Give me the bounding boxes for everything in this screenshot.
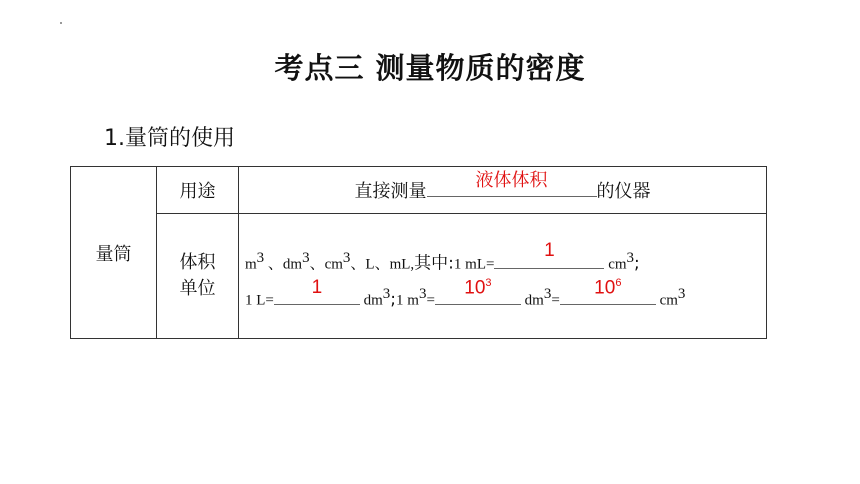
unit-sup: 3 (418, 286, 427, 302)
unit-sup: 3 (302, 250, 310, 267)
unit-text: m (245, 257, 257, 273)
usage-answer: 液体体积 (475, 170, 548, 191)
units-line-2 (245, 276, 766, 316)
answer-blank-4 (560, 277, 656, 305)
answer-blank-1 (494, 240, 604, 269)
units-cell (239, 214, 767, 339)
unit-sup: 3 (342, 250, 351, 267)
usage-prefix: 直接测量 (354, 181, 427, 202)
unit-sup: 3 (382, 286, 391, 302)
row-header-cell (71, 167, 157, 339)
answer-4-exp: 6 (615, 277, 622, 290)
unit-sup: 3 (256, 250, 265, 267)
unit-text: 、cm (309, 257, 343, 273)
usage-label: 用途 (179, 181, 216, 202)
answer-blank-2 (274, 276, 360, 305)
unit-text: 、dm (264, 257, 303, 273)
section-subtitle: 1.量筒的使用 (104, 126, 235, 151)
answer-1: 1 (544, 240, 555, 261)
unit-text: = (551, 292, 560, 309)
answer-4 (560, 278, 656, 297)
units-line-1 (245, 236, 766, 280)
unit-text: dm (520, 292, 544, 309)
unit-sup: 3 (626, 250, 635, 267)
unit-text: 其中: (414, 254, 454, 274)
page-title: 考点三 测量物质的密度 (274, 51, 586, 85)
answer-3 (435, 278, 521, 297)
usage-answer-blank (427, 170, 597, 197)
unit-text: ; (634, 254, 640, 274)
unit-text: cm (604, 257, 627, 273)
unit-label-line1: 体积 (179, 252, 216, 273)
unit-text: 、L、mL, (350, 257, 415, 273)
answer-2: 1 (311, 276, 323, 298)
answer-3-exp: 3 (485, 277, 492, 290)
unit-text: dm (359, 292, 383, 309)
unit-text: ; (390, 289, 397, 310)
unit-text: 1 L= (245, 292, 274, 309)
unit-label-cell (157, 214, 239, 339)
unit-text: cm (655, 292, 678, 309)
unit-sup: 3 (677, 286, 686, 302)
cylinder-table (70, 166, 767, 339)
unit-text: 1 mL= (453, 257, 495, 273)
answer-blank-3 (435, 277, 521, 305)
answer-4-base: 10 (594, 277, 616, 299)
unit-sup: 3 (543, 286, 552, 302)
row-header-label: 量筒 (95, 243, 132, 265)
unit-text: = (426, 292, 435, 309)
usage-cell (239, 167, 767, 214)
usage-suffix: 的仪器 (596, 181, 651, 202)
unit-label-line2: 单位 (179, 278, 216, 299)
answer-3-base: 10 (464, 277, 486, 299)
usage-label-cell (157, 167, 239, 214)
decorative-dot (60, 22, 62, 24)
unit-text: 1 m (396, 292, 419, 309)
